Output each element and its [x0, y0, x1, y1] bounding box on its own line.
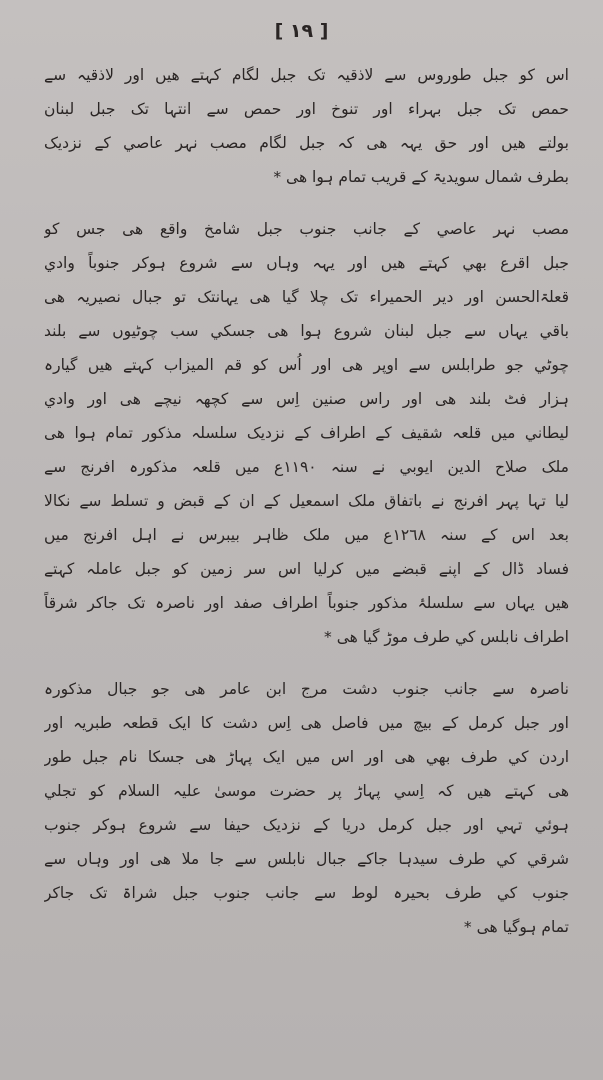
text-line: جنوب کي طرف بحیرہ لوط سے جانب جنوب جبل شراۃ تک جاکر	[44, 884, 569, 902]
text-line: چوٹي جو طرابلس سے اوپر ھی اور اُس کو قم المیزاب کہتے ھیں گیارہ	[44, 356, 569, 374]
text-line: اطراف نابلس کي طرف موڑ گیا ھی *	[324, 628, 569, 646]
text-line: شرقي کي طرف سیدہا جاکے جبال نابلس سے جا ملا ھی اور وہاں سے	[44, 850, 569, 868]
text-line: لیا تہا پہر افرنج نے باتفاق ملک اسمعیل کے ان کے قبض و تسلط سے نکالا	[44, 492, 569, 510]
text-line: اور جبل کرمل کے بیچ میں فاصل ھی اِس دشت کا ایک قطعہ طبریہ اور	[44, 714, 569, 732]
text-line: اس کو جبل طوروس سے لاذقیہ تک جبل لگام کہتے ھیں اور لاذقیہ سے	[44, 66, 569, 84]
text-line: حمص تک جبل بہراء اور تنوخ اور حمص سے انتہا تک جبل لبنان	[44, 100, 569, 118]
text-line: ناصرہ سے جانب جنوب دشت مرج ابن عامر ھی جو جبال مذکورہ	[44, 680, 569, 698]
text-line: اردن کي طرف بھي ھی اور اس میں ایک پہاڑ ھی جسکا نام جبل طور	[44, 748, 569, 766]
text-line: باقي یہاں سے جبل لبنان شروع ہوا ھی جسکي سب چوٹیوں سے بلند	[44, 322, 569, 340]
text-line: لیطاني میں قلعہ شقیف کے اطراف کے نزدیک سلسلہ مذکور تمام ہوا ھی	[44, 424, 569, 442]
text-line: بولتے ھیں اور حق یہہ ھی کہ جبل لگام مصب نہر عاصي کے نزدیک	[44, 134, 569, 152]
paragraph-1	[44, 58, 569, 194]
text-line: ہزار فٹ بلند ھی اور راس صنین اِس سے کچھہ نیچے ھی اور وادي	[44, 390, 569, 408]
text-line: بعد اس کے سنہ ١٢٦٨ع میں ملک ظاہر بیبرس نے اہل افرنج میں	[44, 526, 569, 544]
text-line: قعلۃالحسن اور دیر الحمیراء تک چلا گیا ھی یہانتک تو جبال نصیریہ ھی	[44, 288, 569, 306]
text-line: ہوئي تہي اور جبل کرمل دریا کے نزدیک حیفا سے شروع ہوکر جنوب	[44, 816, 569, 834]
text-line: بطرف شمال سویدیۃ کے قریب تمام ہوا ھی *	[273, 168, 569, 186]
page-number: [ ١٩ ]	[274, 20, 329, 42]
paragraph-3	[44, 672, 569, 944]
paragraph-2	[44, 212, 569, 654]
text-line: ھیں یہاں سے سلسلۂ مذکور جنوباً اطراف صفد اور ناصرہ تک جاکر شرقاً	[44, 594, 569, 612]
text-line: ھی کہتے ھیں کہ اِسي پہاڑ پر حضرت موسیٰ علیہ السلام کو تجلي	[44, 782, 569, 800]
text-line: تمام ہوگیا ھی *	[463, 918, 569, 936]
text-line: ملک صلاح الدین ایوبي نے سنہ ١١٩٠ع میں قلعہ مذکورہ افرنج سے	[44, 458, 569, 476]
text-line: جبل اقرع بھي کہتے ھیں اور یہہ وہاں سے شروع ہوکر جنوباً وادي	[44, 254, 569, 272]
text-line: فساد ڈال کے اپنے قبضے میں کرلیا اس سر زمین کو جبل عاملہ کہتے	[44, 560, 569, 578]
page-body-text	[44, 58, 569, 1058]
text-line: مصب نہر عاصي کے جانب جنوب جبل شامخ واقع ھی جس کو	[44, 220, 569, 238]
